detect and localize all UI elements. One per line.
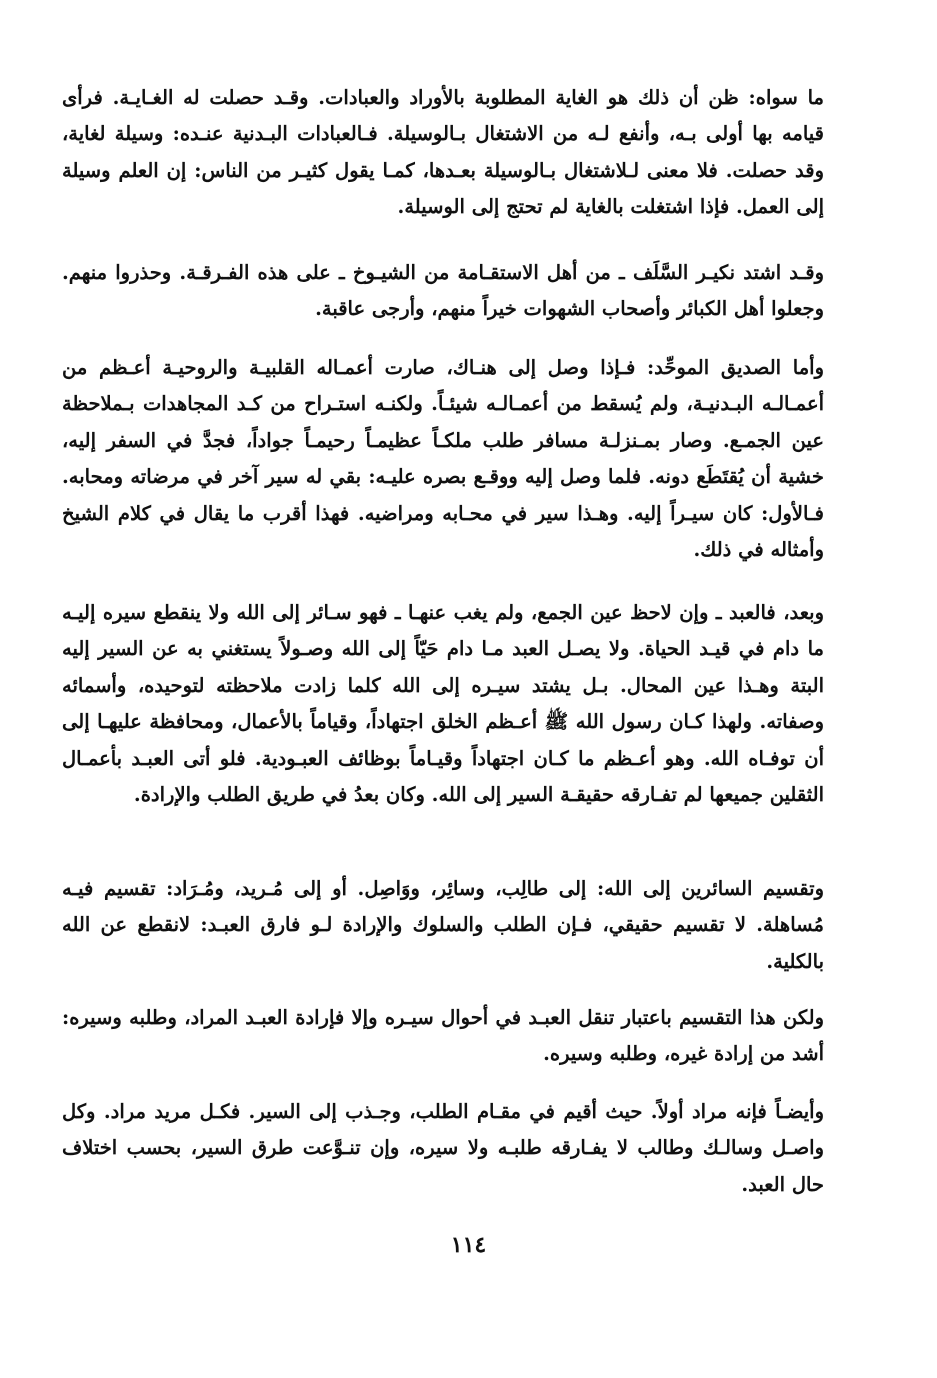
paragraph: وأما الصديق الموحِّد: فـإذا وصل إلى هنـاك، صارت أعمـاله القلبيـة والروحيـة أعـظم من أعمـالـه البـدنيـة، ولم يُسقط من أعمـالـه شيئـاً. ولكنـه استـراح من كـد المجاهدات بـملاحظة عين الجمـع. وصار بمـنزلـة مسافر طلب ملكـاً عظيمـاً رحيمـاً جواداً، فجدَّ في السفر إليه، خشية أن يُقتَطَع دونه. فلما وصل إليه ووقـع بصره عليـه: بقي له سير آخر في مرضاته ومحابه. فـالأول: كان سيـراً إليه. وهـذا سير في محـابه ومراضيه. فهذا أقرب ما يقال في كلام الشيخ وأمثاله في ذلك.: [62, 356, 824, 562]
paragraph: وقـد اشتد نكيـر السَّلَف ـ من أهل الاستقـامة من الشيـوخ ـ على هذه الفـرقـة. وحذروا منهم. وجعلوا أهل الكبائر وأصحاب الشهوات خيراً منهم، وأرجى عاقبة.: [62, 261, 824, 321]
paragraph: وأيضـاً فإنه مراد أولاً. حيث أقيم في مقـام الطلب، وجـذب إلى السير. فكـل مريد مراد. وكل واصـل وسالـك وطالب لا يفـارقه طلبـه ولا سيره، وإن تنـوَّعت طرق السير، بحسب اختلاف حال العبد.: [62, 1100, 824, 1196]
paragraph: ما سواه: ظن أن ذلك هو الغاية المطلوبة بالأوراد والعبادات. وقـد حصلت له الغـايـة. فرأى قيامه بها أولى بـه، وأنفع لـه من الاشتغال بـالوسيلة. فـالعبادات البـدنية عنـده: وسيلة لغاية، وقد حصلت. فلا معنى لـلاشتغال بـالوسيلة بعـدها، كمـا يقول كثيـر من الناس: إن العلم وسيلة إلى العمل. فإذا اشتغلت بالغاية لم تحتج إلى الوسيلة.: [62, 86, 824, 219]
paragraph: وتقسيم السائرين إلى الله: إلى طالِب، وسائِر، ووَاصِل. أو إلى مُـريد، ومُـرَاد: تقسيم فيـه مُساهلة. لا تقسيم حقيقي، فـإن الطلب والسلوك والإرادة لـو فارق العبـد: لانقطع عن الله بالكلية.: [62, 877, 824, 973]
paragraph: وبعد، فالعبد ـ وإن لاحظ عين الجمع، ولم يغب عنهـا ـ فهو سـائر إلى الله ولا ينقطع سيره إليـه ما دام في قيـد الحياة. ولا يصـل العبد مـا دام حَيّاً إلى الله وصـولاً يستغني به عن السير إليه البتة وهـذا عين المحال. بـل يشتد سيـره إلى الله كلما زادت ملاحظته لتوحيده، وأسمائه وصفاته. ولهذا كـان رسول الله ﷺ أعـظم الخلق اجتهاداً، وقياماً بالأعمال، ومحافظة عليهـا إلى أن توفـاه الله. وهو أعـظم ما كـان اجتهاداً وقيـاماً بوظائف العبـودية. فلو أتى العبـد بأعمـال الثقلين جميعها لم تفـارقه حقيقـة السير إلى الله. وكان بعدُ في طريق الطلب والإرادة.: [62, 601, 824, 807]
paragraph: ولكن هذا التقسيم باعتبار تنقل العبـد في أحوال سيـره وإلا فإرادة العبـد المراد، وطلبه وسيره: أشد من إرادة غيره، وطلبه وسيره.: [62, 1006, 824, 1066]
page-number: ١١٤: [450, 1232, 487, 1258]
